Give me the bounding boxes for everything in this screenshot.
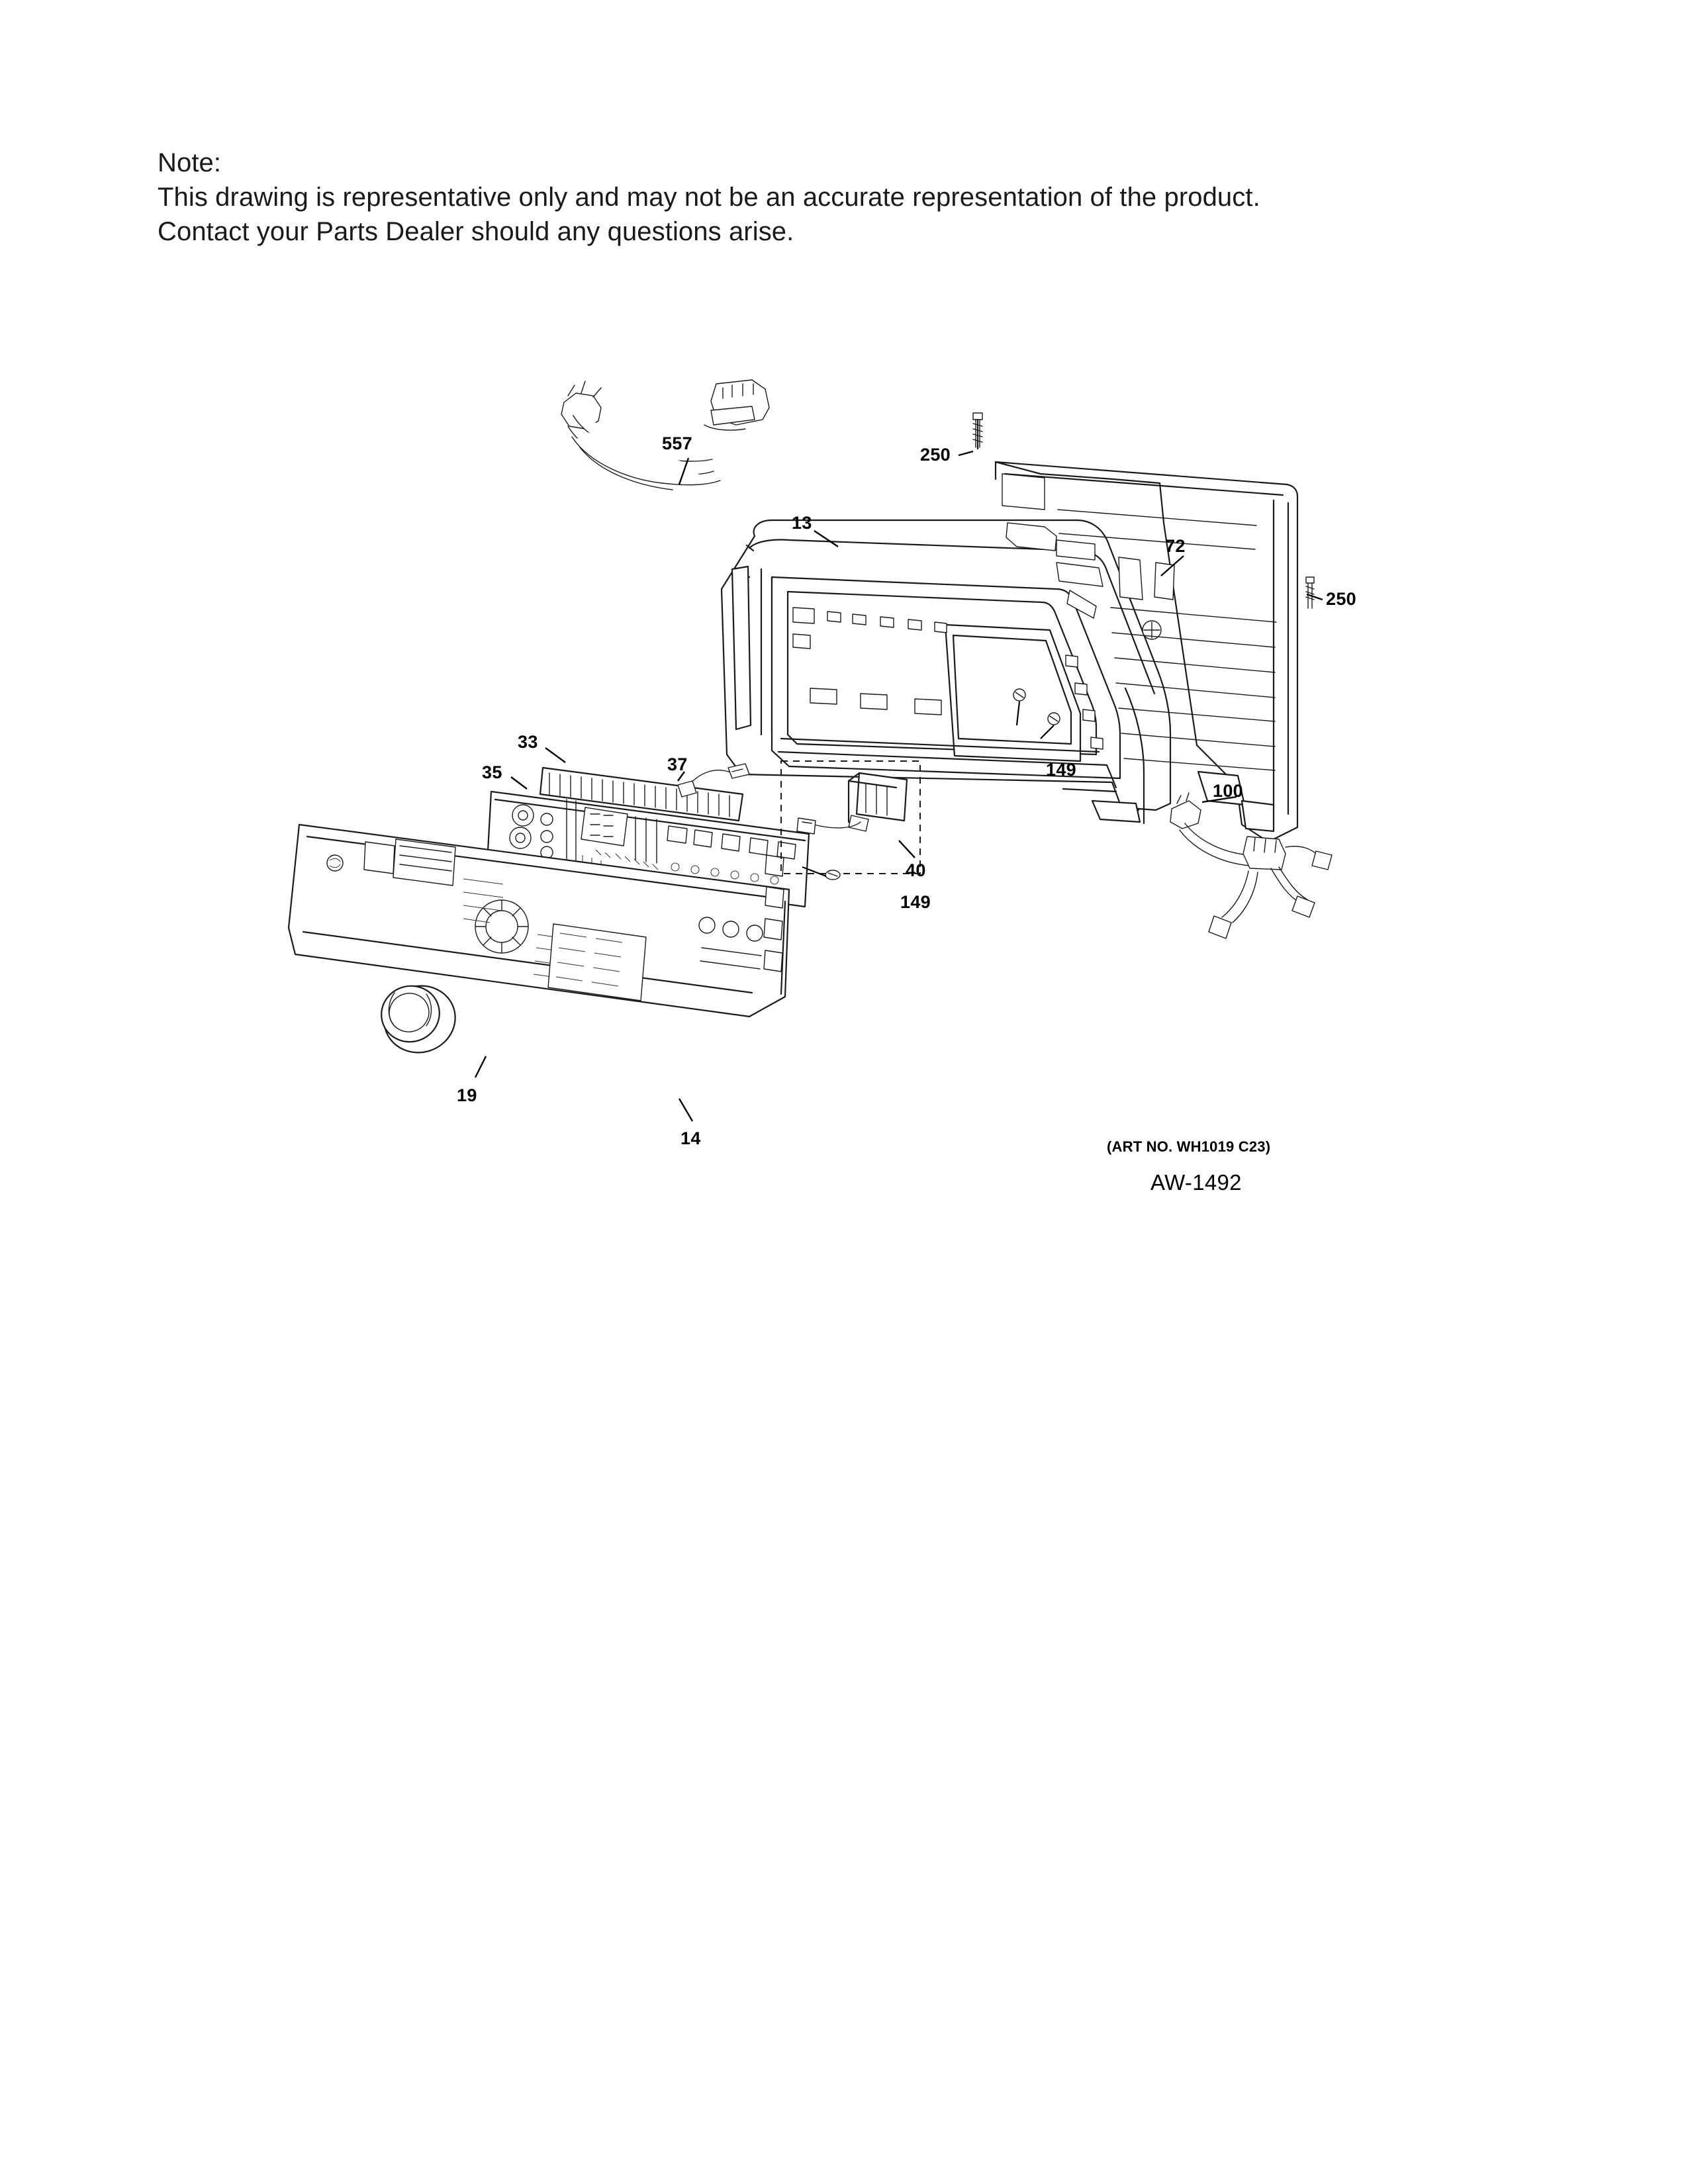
note-line-1: This drawing is representative only and may not be an accurate representation of the product.: [158, 183, 1260, 212]
callout-37: 37: [667, 754, 688, 774]
note-block: [158, 146, 1548, 249]
callout-149-console: 149: [1046, 760, 1076, 780]
art-number-label: (ART NO. WH1019 C23): [1107, 1138, 1271, 1155]
note-heading: Note:: [158, 148, 222, 177]
callout-19: 19: [457, 1085, 477, 1105]
part-250-screw-right: [1306, 577, 1314, 608]
callout-100: 100: [1213, 781, 1243, 801]
callout-35: 35: [482, 762, 502, 782]
callout-40: 40: [906, 860, 926, 880]
exploded-parts-diagram: [0, 344, 1688, 1271]
note-line-2: Contact your Parts Dealer should any questions arise.: [158, 217, 794, 246]
part-250-screw-top: [973, 413, 982, 449]
callout-250-top: 250: [920, 445, 951, 465]
diagram-svg: [0, 344, 1688, 1271]
callout-149-panel: 149: [900, 892, 931, 912]
callout-14: 14: [680, 1128, 701, 1148]
callout-250-right: 250: [1326, 589, 1356, 609]
drawing-code-label: AW-1492: [1150, 1170, 1242, 1195]
part-13-console-housing: [722, 520, 1170, 823]
callout-72: 72: [1165, 536, 1186, 556]
part-19-control-knob: [374, 977, 464, 1062]
callout-557: 557: [662, 433, 692, 453]
callout-13: 13: [792, 513, 812, 533]
callout-33: 33: [518, 732, 538, 752]
